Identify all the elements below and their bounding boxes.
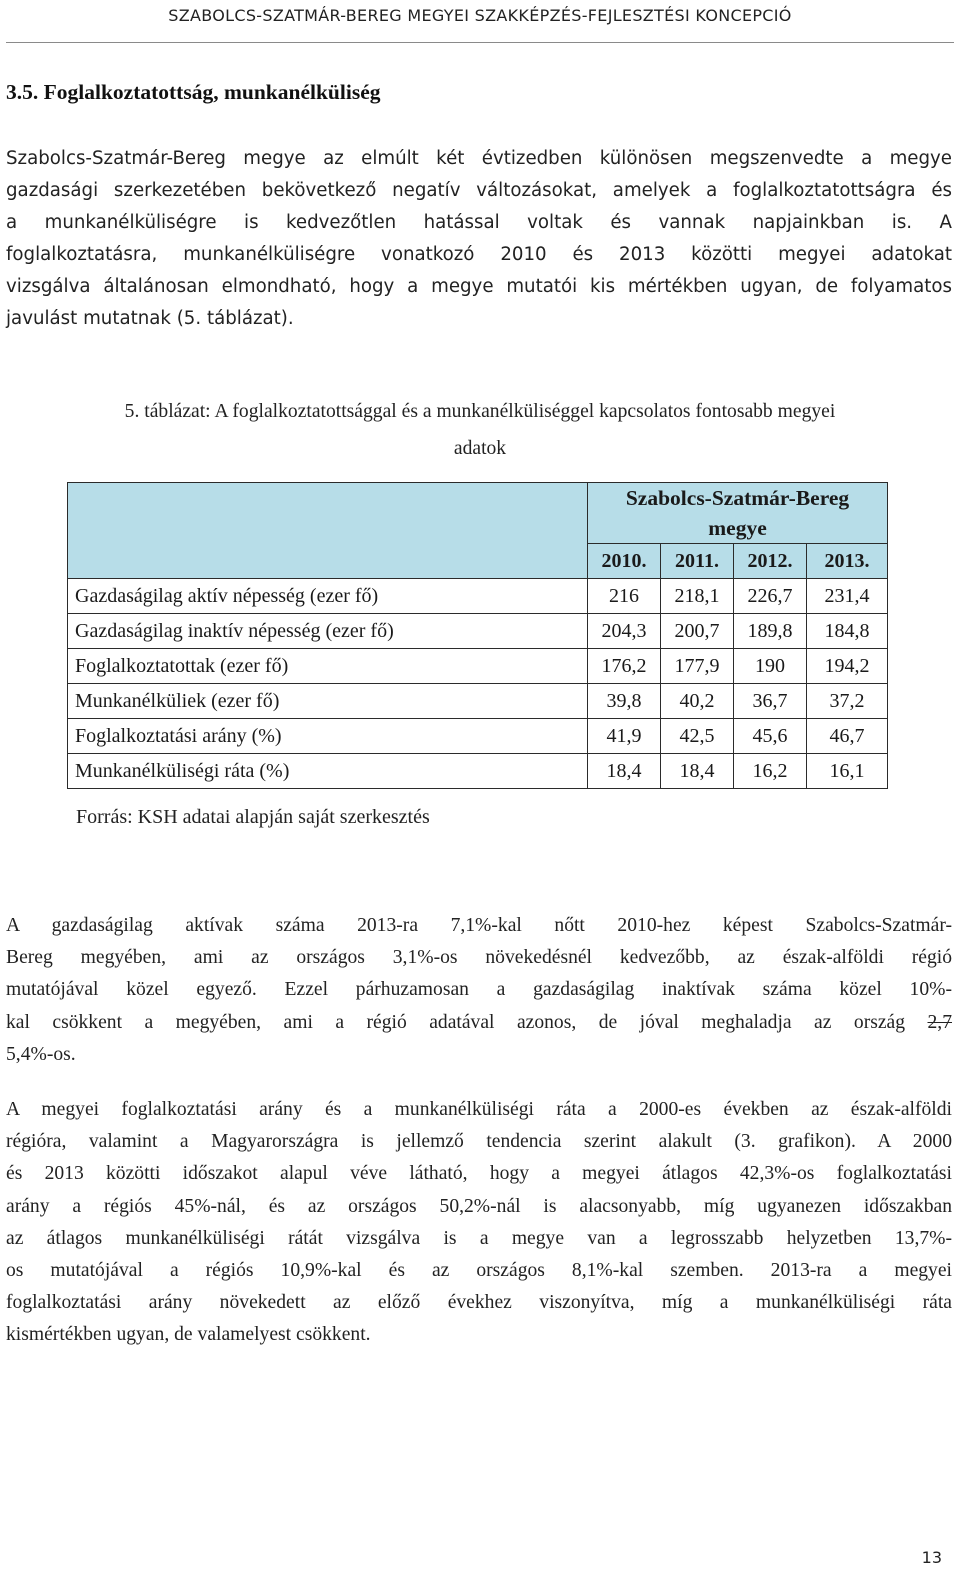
paragraph-line: régióra, valamint a Magyarországra is jellemző tendencia szerint alakult (3. grafikon). A 2000: [6, 1131, 952, 1153]
intro-line: a munkanélküliségre is kedvezőtlen hatással voltak és vannak napjainkban is. A: [6, 212, 952, 233]
group-header-line: megye: [708, 516, 767, 540]
paragraph-line: és 2013 közötti időszakot alapul véve látható, hogy a megyei átlagos 42,3%-os foglalkoztatási: [6, 1163, 952, 1185]
table-cell: 45,6: [734, 719, 807, 754]
table-caption-line: adatok: [453, 438, 507, 459]
running-header: SZABOLCS-SZATMÁR-BEREG MEGYEI SZAKKÉPZÉS-FEJLESZTÉSI KONCEPCIÓ: [168, 6, 792, 25]
row-label: Gazdaságilag aktív népesség (ezer fő): [68, 579, 588, 614]
intro-line: javulást mutatnak (5. táblázat).: [6, 308, 294, 329]
table-row: [68, 614, 888, 649]
year-header: 2013.: [807, 544, 888, 579]
table-caption-line: 5. táblázat: A foglalkoztatottsággal és a munkanélküliséggel kapcsolatos fontosabb megyei: [124, 401, 836, 422]
paragraph-line: 5,4%-os.: [6, 1043, 76, 1065]
table-cell: 200,7: [661, 614, 734, 649]
paragraph-line: A gazdaságilag aktívak száma 2013-ra 7,1%-kal nőtt 2010-hez képest Szabolcs-Szatmár-: [6, 915, 952, 936]
table-source-note: Forrás: KSH adatai alapján saját szerkesztés: [76, 806, 430, 828]
intro-line: Szabolcs-Szatmár-Bereg megye az elmúlt két évtizedben különösen megszenvedte a megye: [6, 148, 952, 169]
table-cell: 42,5: [661, 719, 734, 754]
table-cell: 39,8: [588, 684, 661, 719]
employment-table: [67, 482, 888, 789]
table-cell: 194,2: [807, 649, 888, 684]
header-rule: [6, 42, 954, 43]
year-header: 2010.: [588, 544, 661, 579]
paragraph-line-text: kal csökkent a megyében, ami a régió adatával azonos, de jóval meghaladja az ország: [6, 1011, 928, 1033]
row-label: Foglalkoztatási arány (%): [68, 719, 588, 754]
table-cell: 226,7: [734, 579, 807, 614]
year-header: 2011.: [661, 544, 734, 579]
paragraph-line: A megyei foglalkoztatási arány és a munkanélküliségi ráta a 2000-es években az észak-alföldi: [6, 1099, 952, 1120]
intro-line: vizsgálva általánosan elmondható, hogy a megye mutatói kis mértékben ugyan, de folyamatos: [6, 276, 952, 297]
table-cell: 176,2: [588, 649, 661, 684]
table-cell: 190: [734, 649, 807, 684]
paragraph-line: mutatójával közel egyező. Ezzel párhuzamosan a gazdaságilag inaktívak száma közel 10%-: [6, 979, 952, 1001]
page-number: 13: [921, 1548, 942, 1567]
table-row: [68, 579, 888, 614]
table-cell: 36,7: [734, 684, 807, 719]
paragraph-line: kismértékben ugyan, de valamelyest csökkent.: [6, 1324, 371, 1346]
table-caption: [40, 393, 920, 467]
row-label: Munkanélküliségi ráta (%): [68, 754, 588, 789]
paragraph-line: [6, 1007, 952, 1039]
table-cell: 16,2: [734, 754, 807, 789]
table-cell: 216: [588, 579, 661, 614]
table-cell: 37,2: [807, 684, 888, 719]
struck-value: 2,7: [927, 1011, 952, 1033]
row-label: Munkanélküliek (ezer fő): [68, 684, 588, 719]
paragraph-line: arány a régiós 45%-nál, és az országos 50,2%-nál is alacsonyabb, míg ugyanezen időszakban: [6, 1195, 952, 1217]
table-cell: 18,4: [588, 754, 661, 789]
table-cell: 231,4: [807, 579, 888, 614]
intro-paragraph: [6, 143, 952, 335]
row-label: Foglalkoztatottak (ezer fő): [68, 649, 588, 684]
paragraph-line: Bereg megyében, ami az országos 3,1%-os növekedésnél kedvezőbb, az észak-alföldi régió: [6, 947, 952, 969]
paragraph-foglalkoztatasi-arany: [6, 1094, 952, 1352]
paragraph-line: os mutatójával a régiós 10,9%-kal és az országos 8,1%-kal szemben. 2013-ra a megyei: [6, 1260, 952, 1282]
table-corner-cell: [68, 483, 588, 579]
table-cell: 16,1: [807, 754, 888, 789]
table-cell: 177,9: [661, 649, 734, 684]
paragraph-aktivak: [6, 910, 952, 1071]
year-header: 2012.: [734, 544, 807, 579]
table-cell: 204,3: [588, 614, 661, 649]
paragraph-line: az átlagos munkanélküliségi rátát vizsgálva is a megye van a legrosszabb helyzetben 13,7%-: [6, 1227, 952, 1249]
paragraph-line: foglalkoztatási arány növekedett az előző évekhez viszonyítva, míg a munkanélküliségi ráta: [6, 1292, 952, 1314]
table-cell: 184,8: [807, 614, 888, 649]
table-cell: 18,4: [661, 754, 734, 789]
group-header-line: Szabolcs-Szatmár-Bereg: [625, 486, 850, 510]
table-cell: 189,8: [734, 614, 807, 649]
table-cell: 40,2: [661, 684, 734, 719]
intro-line: foglalkoztatásra, munkanélküliségre vonatkozó 2010 és 2013 közötti megyei adatokat: [6, 244, 952, 265]
intro-line: gazdasági szerkezetében bekövetkező negatív változásokat, amelyek a foglalkoztatottságra és: [6, 180, 952, 201]
table-cell: 218,1: [661, 579, 734, 614]
table-row: [68, 649, 888, 684]
section-heading: 3.5. Foglalkoztatottság, munkanélküliség: [6, 80, 381, 104]
table-row: [68, 754, 888, 789]
table-group-header: [588, 483, 888, 544]
table-row: [68, 719, 888, 754]
row-label: Gazdaságilag inaktív népesség (ezer fő): [68, 614, 588, 649]
table-cell: 46,7: [807, 719, 888, 754]
table-cell: 41,9: [588, 719, 661, 754]
table-row: [68, 684, 888, 719]
